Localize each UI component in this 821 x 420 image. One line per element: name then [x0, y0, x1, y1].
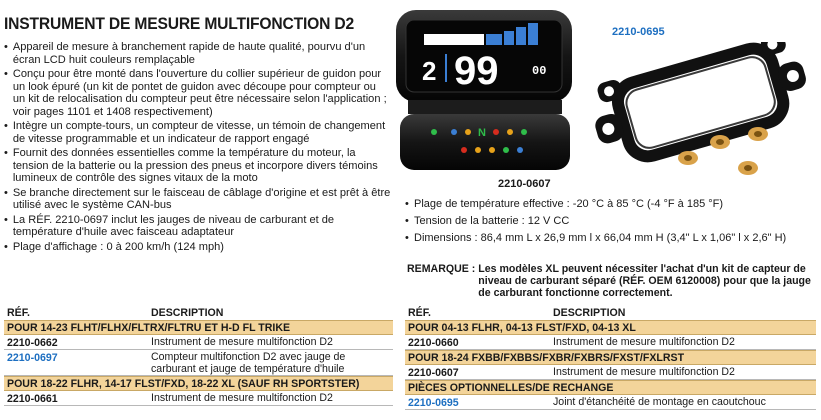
- table-row: [405, 395, 816, 410]
- col-desc-header: DESCRIPTION: [151, 307, 224, 319]
- spec-item: • Plage de température effective : -20 °C à 85 °C (-4 °F à 185 °F): [405, 198, 817, 210]
- display-gear: 2: [422, 56, 437, 86]
- gasket-image: [584, 42, 816, 192]
- col-ref-header: RÉF.: [408, 307, 431, 319]
- gasket-part-label[interactable]: 2210-0695: [612, 26, 665, 38]
- feature-list: [4, 41, 399, 255]
- page-title: INSTRUMENT DE MESURE MULTIFONCTION D2: [4, 14, 355, 33]
- feature-item: • Intègre un compte-tours, un compteur de vitesse, un témoin de changement de vitesse programmable et un indicateur de rapport engagé: [4, 120, 391, 145]
- col-desc-header: DESCRIPTION: [553, 307, 626, 319]
- table-header: [405, 306, 816, 320]
- spec-item: • Dimensions : 86,4 mm L x 26,9 mm l x 66,04 mm H (3,4" L x 1,06" l x 2,6" H): [405, 232, 817, 244]
- feature-item: • La RÉF. 2210-0697 inclut les jauges de niveau de carburant et de température d'huile avec faisceau adaptateur: [4, 214, 391, 239]
- feature-item: • Se branche directement sur le faisceau de câblage d'origine et est prêt à être utilisé avec le système CAN-bus: [4, 187, 391, 212]
- remark-note: [407, 263, 817, 300]
- table-section-title: POUR 04-13 FLHR, 04-13 FLST/FXD, 04-13 XL: [405, 320, 816, 335]
- display-speed: 99: [454, 49, 499, 93]
- table-section-title: PIÈCES OPTIONNELLES/DE RECHANGE: [405, 380, 816, 395]
- remark-text: Les modèles XL peuvent nécessiter l'achat d'un kit de capteur de niveau de carburant séparé (RÉF. OEM 6120008) pour que la jauge de carburant fonctionne correctement.: [478, 263, 811, 300]
- part-desc: Instrument de mesure multifonction D2: [553, 366, 735, 378]
- part-ref: 2210-0660: [408, 337, 459, 349]
- table-header: [4, 306, 393, 320]
- part-ref-link[interactable]: 2210-0697: [7, 352, 58, 364]
- table-row: [405, 365, 816, 380]
- part-desc: Joint d'étanchéité de montage en caoutchouc: [553, 396, 766, 408]
- feature-item: • Plage d'affichage : 0 à 200 km/h (124 mph): [4, 241, 391, 254]
- table-section-title: POUR 18-22 FLHR, 14-17 FLST/FXD, 18-22 XL (SAUF RH SPORTSTER): [4, 376, 393, 391]
- spec-list: [405, 198, 817, 249]
- svg-text:N: N: [478, 127, 486, 139]
- feature-item: • Conçu pour être monté dans l'ouverture du collier supérieur de guidon pour un look épuré (un kit de pontet de guidon avec découpe pour compteur ou un kit de relocalisation du compteur peut être nécessaire selon l'application ; voir pages 1101 et 1408 respectivement): [4, 68, 391, 118]
- table-row: [405, 335, 816, 350]
- display-small: 00: [532, 64, 547, 78]
- part-desc: Instrument de mesure multifonction D2: [151, 392, 333, 404]
- table-row: [4, 391, 393, 406]
- part-ref-link[interactable]: 2210-0695: [408, 397, 459, 409]
- part-desc: Instrument de mesure multifonction D2: [151, 336, 333, 348]
- part-desc: Instrument de mesure multifonction D2: [553, 336, 735, 348]
- col-ref-header: RÉF.: [7, 307, 30, 319]
- remark-label: REMARQUE :: [407, 263, 476, 275]
- feature-item: • Fournit des données essentielles comme la température du moteur, la tension de la batterie ou la pression des pneus et incorpore divers témoins lumineux de contrôle des signes vitaux de la moto: [4, 147, 391, 185]
- parts-table-right: [405, 306, 816, 410]
- table-section-title: POUR 14-23 FLHT/FLHX/FLTRX/FLTRU ET H-D FL TRIKE: [4, 320, 393, 335]
- meter-part-label: 2210-0607: [498, 178, 551, 190]
- feature-item: • Appareil de mesure à branchement rapide de haute qualité, pourvu d'un écran LCD huit couleurs remplaçable: [4, 41, 391, 66]
- parts-table-left: [4, 306, 393, 406]
- table-row: [4, 335, 393, 350]
- part-ref: 2210-0662: [7, 337, 58, 349]
- spec-item: • Tension de la batterie : 12 V CC: [405, 215, 817, 227]
- part-ref: 2210-0661: [7, 393, 58, 405]
- part-ref: 2210-0607: [408, 367, 459, 379]
- table-row: [4, 350, 393, 376]
- table-section-title: POUR 18-24 FXBB/FXBBS/FXBR/FXBRS/FXST/FXLRST: [405, 350, 816, 365]
- meter-image: [392, 4, 574, 174]
- part-desc: Compteur multifonction D2 avec jauge de carburant et jauge de température d'huile: [151, 351, 346, 375]
